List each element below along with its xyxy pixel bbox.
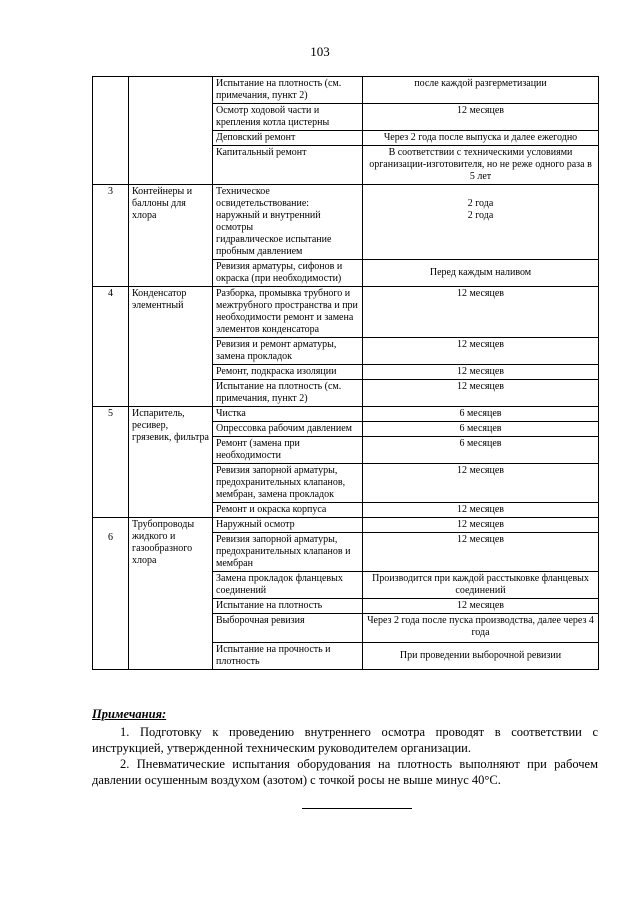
cell-object: Конденсатор элементный: [129, 287, 213, 407]
cell-num: [93, 77, 129, 185]
cell-work: Ревизия арматуры, сифонов и окраска (при необходимости): [213, 260, 363, 287]
table-row: [93, 518, 599, 533]
cell-num: 6: [93, 518, 129, 670]
cell-period: 12 месяцев: [363, 380, 599, 407]
cell-num: 3: [93, 185, 129, 287]
cell-work: Ремонт и окраска корпуса: [213, 503, 363, 518]
cell-work: Ремонт (замена при необходимости: [213, 437, 363, 464]
cell-work: Ревизия и ремонт арматуры, замена прокладок: [213, 338, 363, 365]
maintenance-table: [92, 76, 599, 670]
cell-work: Испытание на плотность (см. примечания, пункт 2): [213, 77, 363, 104]
table-row: [93, 407, 599, 422]
cell-period: Перед каждым наливом: [363, 260, 599, 287]
cell-work: Ревизия запорной арматуры, предохранительных клапанов, мембран, замена прокладок: [213, 464, 363, 503]
note-1: 1. Подготовку к проведению внутреннего осмотра проводят в соответствии с инструкцией, утвержденной техническим руководителем организации.: [92, 725, 598, 755]
page-number: 103: [310, 44, 330, 59]
cell-period: 6 месяцев: [363, 422, 599, 437]
cell-period: Через 2 года после пуска производства, далее через 4 года: [363, 614, 599, 643]
cell-work: Чистка: [213, 407, 363, 422]
cell-object: Контейнеры и баллоны для хлора: [129, 185, 213, 287]
cell-work: Испытание на плотность: [213, 599, 363, 614]
work-line: гидравлическое испытание пробным давлением: [216, 234, 332, 257]
cell-period: В соответствии с техническими условиями организации-изготовителя, но не реже одного раза в 5 лет: [363, 146, 599, 185]
work-line: Техническое освидетельствование:: [216, 186, 310, 209]
cell-period: Через 2 года после выпуска и далее ежегодно: [363, 131, 599, 146]
work-line: наружный и внутренний осмотры: [216, 210, 321, 233]
notes-title: Примечания:: [92, 707, 167, 721]
cell-period: Производится при каждой расстыковке фланцевых соединений: [363, 572, 599, 599]
note-2: 2. Пневматические испытания оборудования на плотность выполняют при рабочем давлении осушенным воздухом (азотом) с точкой росы не выше минус 40°С.: [92, 757, 598, 787]
cell-work: Осмотр ходовой части и крепления котла цистерны: [213, 104, 363, 131]
cell-work: Замена прокладок фланцевых соединений: [213, 572, 363, 599]
table-row: [93, 185, 599, 260]
cell-work: Испытание на прочность и плотность: [213, 643, 363, 670]
cell-work: Деповский ремонт: [213, 131, 363, 146]
cell-object: [129, 77, 213, 185]
cell-period: 12 месяцев: [363, 464, 599, 503]
cell-period: 12 месяцев: [363, 533, 599, 572]
cell-work: Выборочная ревизия: [213, 614, 363, 643]
cell-period: [363, 185, 599, 260]
cell-period: 12 месяцев: [363, 338, 599, 365]
cell-period: после каждой разгерметизации: [363, 77, 599, 104]
cell-work: Наружный осмотр: [213, 518, 363, 533]
cell-period: 12 месяцев: [363, 365, 599, 380]
period-line: 2 года: [467, 210, 494, 221]
table-row: [93, 77, 599, 104]
cell-period: 12 месяцев: [363, 503, 599, 518]
cell-period: 6 месяцев: [363, 437, 599, 464]
cell-work: Капитальный ремонт: [213, 146, 363, 185]
cell-work: Ремонт, подкраска изоляции: [213, 365, 363, 380]
cell-num: 4: [93, 287, 129, 407]
cell-work: Ревизия запорной арматуры, предохранительных клапанов и мембран: [213, 533, 363, 572]
cell-period: 12 месяцев: [363, 599, 599, 614]
cell-num: 5: [93, 407, 129, 518]
cell-period: 6 месяцев: [363, 407, 599, 422]
cell-work: Испытание на плотность (см. примечания, пункт 2): [213, 380, 363, 407]
footer-rule: [302, 808, 412, 809]
table-row: [93, 287, 599, 338]
cell-period: 12 месяцев: [363, 104, 599, 131]
cell-period: 12 месяцев: [363, 518, 599, 533]
period-line: 2 года: [467, 198, 494, 209]
cell-period: При проведении выборочной ревизии: [363, 643, 599, 670]
cell-work: Опрессовка рабочим давлением: [213, 422, 363, 437]
cell-work: Разборка, промывка трубного и межтрубного пространства и при необходимости ремонт и замена элементов конденсатора: [213, 287, 363, 338]
notes-section: [92, 706, 598, 788]
cell-object: Испаритель, ресивер, грязевик, фильтра: [129, 407, 213, 518]
cell-work: [213, 185, 363, 260]
cell-object: Трубопроводы жидкого и газообразного хлора: [129, 518, 213, 670]
cell-period: 12 месяцев: [363, 287, 599, 338]
